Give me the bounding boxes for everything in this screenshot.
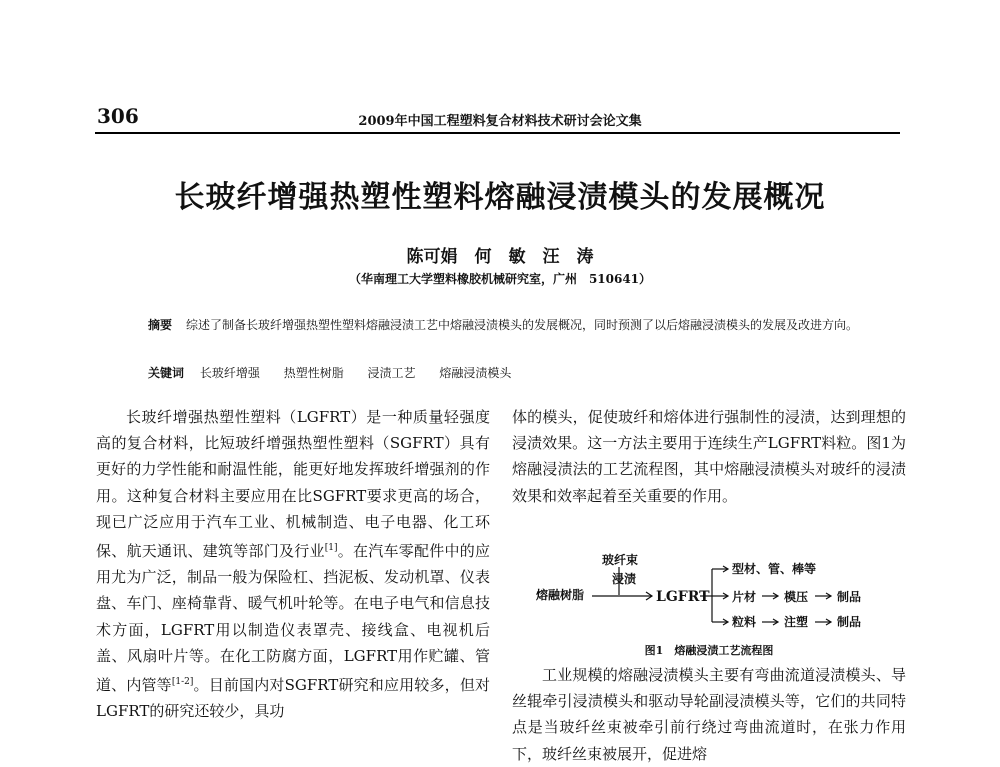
- body-text: 长玻纤增强热塑性塑料（LGFRT）是一种质量轻强度高的复合材料，比短玻纤增强热塑性塑料（SGFRT）具有更好的力学性能和耐温性能，能更好地发挥玻纤增强剂的作用。这种复合材料主要应用在比SGFRT要求更高的场合，现已广泛应用于汽车工业、机械制造、电子电器、化工环保、航天通讯、建筑等部门及行业: [96, 408, 490, 561]
- keyword: 长玻纤增强: [199, 366, 260, 380]
- branch-3-step-2: 注塑: [784, 615, 809, 629]
- keyword: 浸渍工艺: [367, 366, 416, 380]
- process-flow-figure: [522, 549, 902, 639]
- body-paragraph: 体的模头，促使玻纤和熔体进行强制性的浸渍，达到理想的浸渍效果。这一方法主要用于连续生产LGFRT料粒。图1为熔融浸渍法的工艺流程图，其中熔融浸渍模头对玻纤的浸渍效果和效率起着至关重要的作用。: [512, 408, 906, 505]
- figure-caption: 图1 熔融浸渍工艺流程图: [644, 644, 774, 657]
- abstract: [118, 313, 878, 338]
- affiliation: （华南理工大学塑料橡胶机械研究室，广州 510641）: [348, 272, 652, 286]
- branch-3-step-1: 粒料: [732, 615, 757, 629]
- running-header: 2009年中国工程塑料复合材料技术研讨会论文集: [358, 114, 642, 129]
- citation: [1-2]: [171, 677, 194, 688]
- branch-1-text: 型材、管、棒等: [732, 562, 817, 576]
- body-paragraph: 工业规模的熔融浸渍模头主要有弯曲流道浸渍模头、导丝辊牵引浸渍模头和驱动导轮副浸渍模头等，它们的共同特点是当玻纤丝束被牵引前行绕过弯曲流道时，在张力作用下，玻纤丝束被展开，促进熔: [512, 666, 906, 763]
- paper-title: 长玻纤增强热塑性塑料熔融浸渍模头的发展概况: [174, 180, 826, 215]
- branch-2-step-3: 制品: [837, 590, 862, 604]
- center-lgfrt: LGFRT: [656, 589, 710, 605]
- header-rule: [95, 132, 900, 134]
- abstract-text: 综述了制备长玻纤增强热塑性塑料熔融浸渍工艺中熔融浸渍模头的发展概况，同时预测了以后熔融浸渍模头的发展及改进方向。: [186, 318, 859, 332]
- author-list: 陈可娟 何 敏 汪 涛: [406, 247, 594, 267]
- body-paragraph: [96, 404, 490, 724]
- page-number: 306: [97, 104, 139, 128]
- input-resin: 熔融树脂: [536, 588, 585, 602]
- keyword: 熔融浸渍模头: [439, 366, 512, 380]
- body-right-column-continued: [512, 662, 906, 767]
- body-text: 。在汽车零配件中的应用尤为广泛，制品一般为保险杠、挡泥板、发动机罩、仪表盘、车门、座椅靠背、暖气机叶轮等。在电子电气和信息技术方面，LGFRT用以制造仪表罩壳、接线盒、电视机后盖、风扇叶片等。在化工防腐方面，LGFRT用作贮罐、管道、内管等: [96, 542, 490, 695]
- body-left-column: [96, 404, 490, 724]
- citation: [1]: [324, 543, 338, 554]
- branch-3-step-3: 制品: [837, 615, 862, 629]
- keywords: [148, 364, 531, 381]
- body-text: 。目前国内对SGFRT研究和应用较多，但对LGFRT的研究还较少，具功: [96, 676, 490, 721]
- branch-2-step-2: 模压: [784, 590, 809, 604]
- flow-diagram: [522, 549, 902, 639]
- body-right-column: [512, 404, 906, 509]
- keyword: 热塑性树脂: [283, 366, 344, 380]
- abstract-label: 摘要: [148, 318, 173, 332]
- process-label: 浸渍: [612, 572, 637, 586]
- branch-2-step-1: 片材: [732, 590, 757, 604]
- input-glass-fiber: 玻纤束: [602, 553, 639, 567]
- keywords-label: 关键词: [148, 366, 185, 380]
